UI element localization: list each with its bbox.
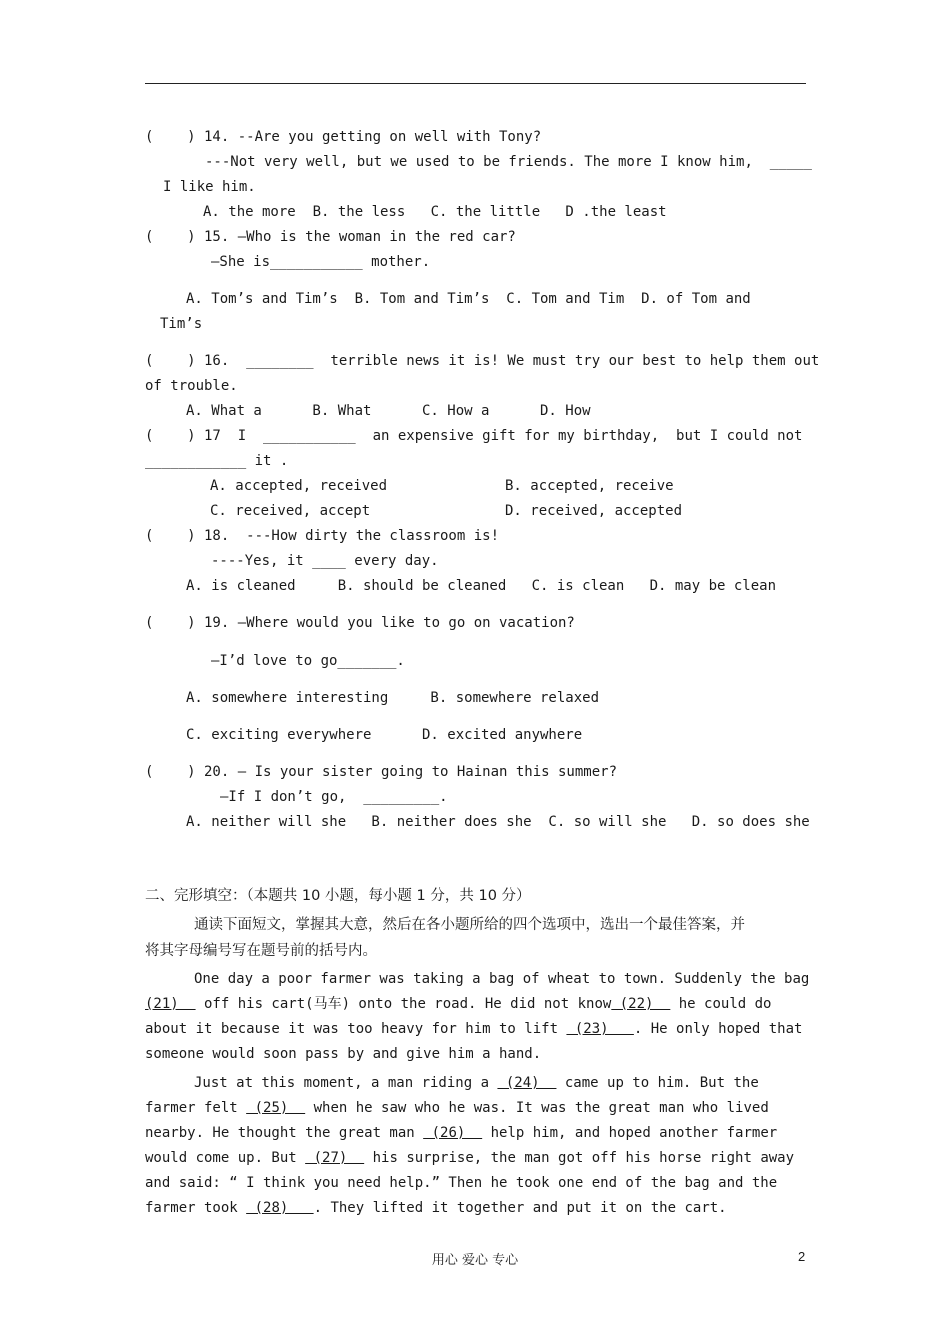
passage-p1-line4: someone would soon pass by and give him a hand. <box>145 1046 542 1062</box>
q20-reply: —If I don’t go, _________. <box>220 789 448 805</box>
passage-p2-line6 <box>145 1199 727 1217</box>
q19-reply: —I’d love to go_______. <box>211 653 405 669</box>
q18-reply: ----Yes, it ____ every day. <box>211 553 439 569</box>
passage-text: about it because it was too heavy for him to lift <box>145 1021 567 1037</box>
passage-p1-line2 <box>145 995 771 1013</box>
q16-stem-cont: of trouble. <box>145 378 238 394</box>
q20-stem: ( ) 20. — Is your sister going to Hainan this summer? <box>145 764 618 780</box>
passage-text: . They lifted it together and put it on the cart. <box>313 1200 727 1216</box>
q14-reply-cont: I like him. <box>163 179 256 195</box>
passage-text: would come up. But <box>145 1150 306 1166</box>
blank-21: (21) <box>145 996 196 1012</box>
q16-options: A. What a B. What C. How a D. How <box>186 403 591 419</box>
q19-stem: ( ) 19. —Where would you like to go on vacation? <box>145 615 575 631</box>
passage-text: his surprise, the man got off his horse right away <box>364 1150 795 1166</box>
passage-p2-line4 <box>145 1149 794 1167</box>
blank-22: (22) <box>611 996 671 1012</box>
passage-p2-line3 <box>145 1124 777 1142</box>
blank-28: (28) <box>246 1200 314 1216</box>
blank-27: (27) <box>305 1150 365 1166</box>
passage-text: nearby. He thought the great man <box>145 1125 424 1141</box>
q17-stem: ( ) 17 I ___________ an expensive gift for my birthday, but I could not <box>145 428 803 444</box>
q19-options-cd: C. exciting everywhere D. excited anywhere <box>186 727 583 743</box>
q14-reply: ---Not very well, but we used to be friends. The more I know him, _____ <box>205 154 812 170</box>
q18-stem: ( ) 18. ---How dirty the classroom is! <box>145 528 500 544</box>
header-rule <box>145 83 806 84</box>
passage-p2-line1 <box>194 1074 759 1092</box>
q16-stem: ( ) 16. ________ terrible news it is! We must try our best to help them out <box>145 353 820 369</box>
q15-reply: —She is___________ mother. <box>211 254 431 270</box>
passage-p2-line2 <box>145 1099 769 1117</box>
passage-text: when he saw who he was. It was the great man who lived <box>305 1100 769 1116</box>
blank-26: (26) <box>423 1125 483 1141</box>
page-number: 2 <box>798 1249 806 1264</box>
blank-23: (23) <box>566 1021 634 1037</box>
q15-stem: ( ) 15. —Who is the woman in the red car? <box>145 229 516 245</box>
passage-text: help him, and hoped another farmer <box>482 1125 778 1141</box>
section2-heading: 二、完形填空：（本题共 10 小题，每小题 1 分，共 10 分） <box>145 888 531 904</box>
q20-options: A. neither will she B. neither does she C. so will she D. so does she <box>186 814 810 830</box>
footer-slogan: 用心 爱心 专心 <box>431 1253 519 1268</box>
passage-p1-line1: One day a poor farmer was taking a bag of wheat to town. Suddenly the bag <box>194 971 810 987</box>
q14-stem: ( ) 14. --Are you getting on well with Tony? <box>145 129 542 145</box>
passage-text: he could do <box>670 996 772 1012</box>
q17-stem-cont: ____________ it . <box>145 453 289 469</box>
q18-options: A. is cleaned B. should be cleaned C. is clean D. may be clean <box>186 578 777 594</box>
passage-p1-line3 <box>145 1020 802 1038</box>
passage-p2-line5: and said: “ I think you need help.” Then he took one end of the bag and the <box>145 1175 778 1191</box>
section2-instruction-line1: 通读下面短文，掌握其大意，然后在各小题所给的四个选项中，选出一个最佳答案，并 <box>194 917 745 933</box>
passage-text: came up to him. But the <box>556 1075 759 1091</box>
blank-25: (25) <box>246 1100 306 1116</box>
passage-text: Just at this moment, a man riding a <box>194 1075 498 1091</box>
q17-options-cd: C. received, accept D. received, accepted <box>210 503 683 519</box>
passage-text: . He only hoped that <box>633 1021 803 1037</box>
q15-options-cont: Tim’s <box>160 316 203 332</box>
passage-text: farmer felt <box>145 1100 247 1116</box>
q14-options: A. the more B. the less C. the little D .the least <box>203 204 667 220</box>
q17-options-ab: A. accepted, received B. accepted, receive <box>210 478 674 494</box>
blank-24: (24) <box>497 1075 557 1091</box>
section2-instruction-line2: 将其字母编号写在题号前的括号内。 <box>145 943 377 959</box>
passage-text: off his cart(马车) onto the road. He did not know <box>195 996 612 1012</box>
q19-options-ab: A. somewhere interesting B. somewhere relaxed <box>186 690 600 706</box>
passage-text: farmer took <box>145 1200 247 1216</box>
q15-options: A. Tom’s and Tim’s B. Tom and Tim’s C. Tom and Tim D. of Tom and <box>186 291 751 307</box>
